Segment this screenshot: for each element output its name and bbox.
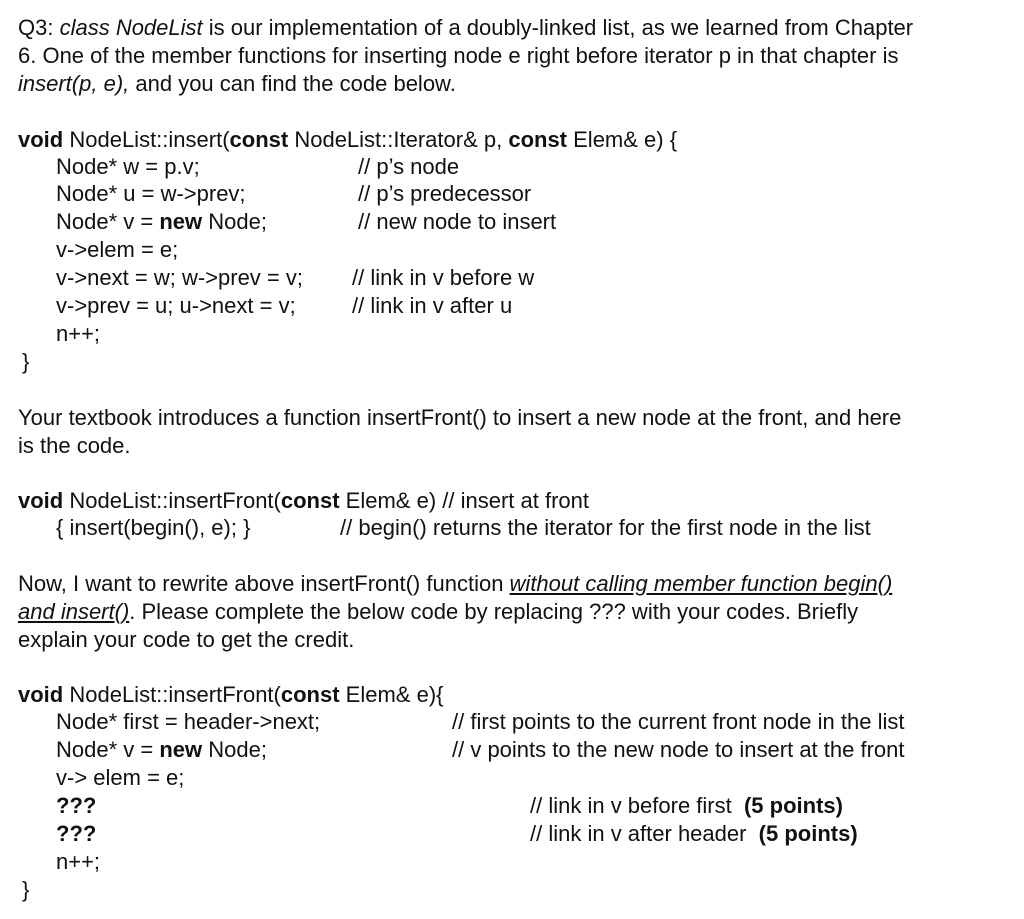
question-line-2: 6. One of the member functions for inserting node e right before iterator p in that chapter is <box>18 43 899 68</box>
code2-signature <box>18 487 589 515</box>
paragraph2-line-1: Your textbook introduces a function insertFront() to insert a new node at the front, and here <box>18 405 902 430</box>
code3-comment-1: // first points to the current front node in the list <box>452 709 905 734</box>
code1-comment-1: // p’s node <box>358 154 460 179</box>
code1-line-4: v->elem = e; <box>56 237 179 262</box>
code-text: NodeList::insertFront( <box>63 488 281 513</box>
question-line-1 <box>18 14 913 42</box>
code3-line-1: Node* first = header->next; <box>56 709 321 734</box>
paragraph-text: . Please complete the below code by replacing ??? with your codes. Briefly <box>129 599 859 624</box>
code1-signature <box>18 126 677 154</box>
keyword-const: const <box>280 682 340 707</box>
code1-line-3 <box>56 208 267 236</box>
class-name: class NodeList <box>59 15 203 40</box>
keyword-void: void <box>18 682 64 707</box>
code1-comment-3: // new node to insert <box>358 209 557 234</box>
keyword-new: new <box>159 209 203 234</box>
keyword-const: const <box>508 127 568 152</box>
keyword-const: const <box>229 127 289 152</box>
code3-blank-2: ??? <box>56 821 97 846</box>
code1-line-2: Node* u = w->prev; <box>56 181 246 206</box>
points-label: (5 points) <box>743 793 843 818</box>
constraint-emphasis: and insert() <box>18 599 130 624</box>
code3-line-2 <box>56 736 267 764</box>
keyword-void: void <box>18 488 64 513</box>
code3-comment-4 <box>530 792 843 820</box>
code1-comment-5: // link in v before w <box>352 265 535 290</box>
code3-line-3: v-> elem = e; <box>56 765 185 790</box>
insert-signature-ref: insert(p, e), <box>18 71 130 96</box>
code1-comment-2: // p’s predecessor <box>358 181 532 206</box>
code1-line-5: v->next = w; w->prev = v; <box>56 265 303 290</box>
paragraph3-line-2 <box>18 598 858 626</box>
code1-close-brace: } <box>22 349 30 374</box>
code-comment: // link in v after header <box>530 821 759 846</box>
paragraph3-line-1 <box>18 570 892 598</box>
paragraph2-line-2: is the code. <box>18 433 131 458</box>
paragraph-text: Now, I want to rewrite above insertFront() function <box>18 571 510 596</box>
code3-comment-5 <box>530 820 858 848</box>
code1-line-1: Node* w = p.v; <box>56 154 200 179</box>
keyword-void: void <box>18 127 64 152</box>
code3-comment-2: // v points to the new node to insert at the front <box>452 737 905 762</box>
code2-comment: // begin() returns the iterator for the first node in the list <box>340 515 871 540</box>
question-text: is our implementation of a doubly-linked list, as we learned from Chapter <box>202 15 914 40</box>
code-text: NodeList::Iterator& p, <box>288 127 509 152</box>
code-text: Node* v = <box>56 737 160 762</box>
question-text: and you can find the code below. <box>129 71 456 96</box>
question-number: Q3: <box>18 15 60 40</box>
code1-line-6: v->prev = u; u->next = v; <box>56 293 296 318</box>
code2-body: { insert(begin(), e); } <box>56 515 251 540</box>
code-text: Node* v = <box>56 209 160 234</box>
code-text: Node; <box>202 209 267 234</box>
code3-line-6: n++; <box>56 849 101 874</box>
paragraph3-line-3: explain your code to get the credit. <box>18 627 355 652</box>
code3-close-brace: } <box>22 877 30 902</box>
question-line-3 <box>18 70 456 98</box>
code1-line-7: n++; <box>56 321 101 346</box>
code-text: NodeList::insert( <box>63 127 230 152</box>
constraint-emphasis: without calling member function begin() <box>509 571 893 596</box>
code-comment: // link in v before first <box>530 793 744 818</box>
code3-signature <box>18 681 444 709</box>
code1-comment-6: // link in v after u <box>352 293 513 318</box>
code-text: Elem& e){ <box>339 682 444 707</box>
code-text: Elem& e) // insert at front <box>339 488 589 513</box>
keyword-new: new <box>159 737 203 762</box>
code3-blank-1: ??? <box>56 793 97 818</box>
keyword-const: const <box>280 488 340 513</box>
points-label: (5 points) <box>758 821 858 846</box>
code-text: Elem& e) { <box>567 127 678 152</box>
code-text: Node; <box>202 737 267 762</box>
code-text: NodeList::insertFront( <box>63 682 281 707</box>
